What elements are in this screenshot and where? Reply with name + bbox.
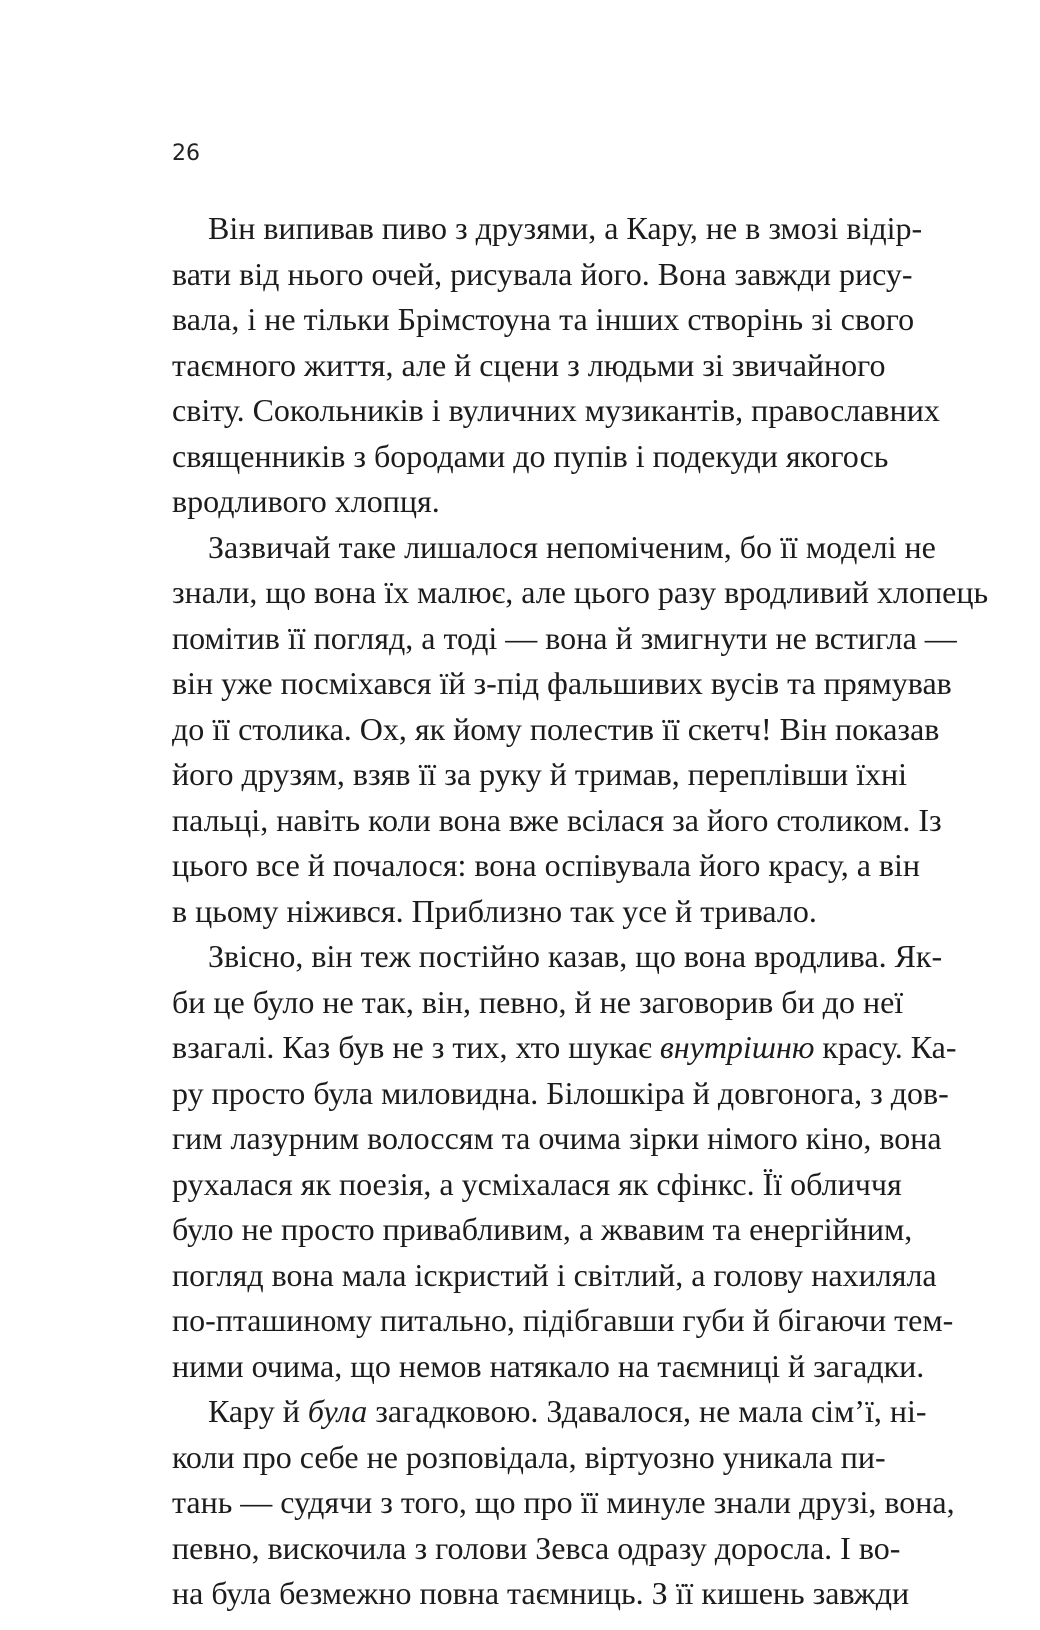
text-line: світу. Сокольників і вуличних музикантів, православних — [172, 392, 940, 428]
text-line: тань — судячи з того, що про її минуле знали друзі, вона, — [172, 1484, 955, 1520]
text-line: вродливого хлопця. — [172, 483, 440, 519]
paragraph-1 — [172, 206, 940, 525]
page-number: 26 — [172, 141, 200, 166]
text-line: гим лазурним волоссям та очима зірки німого кіно, вона — [172, 1120, 942, 1156]
text-line: би це було не так, він, певно, й не заговорив би до неї — [172, 983, 904, 1020]
paragraph-2 — [172, 525, 989, 935]
text-line: його друзям, взяв її за руку й тримав, переплівши їхні — [172, 756, 908, 792]
text-line: таємного життя, але й сцени з людьми зі звичайного — [172, 346, 886, 383]
paragraph-3 — [172, 934, 957, 1389]
body-text — [172, 206, 989, 1617]
text-line: священників з бородами до пупів і подекуди якогось — [172, 437, 889, 474]
text-line: коли про себе не розповідала, віртуозно уникала пи- — [172, 1438, 886, 1475]
text-line: знали, що вона їх малює, але цього разу вродливий хлопець — [172, 574, 989, 610]
text-line: Кару й була загадковою. Здавалося, не мала сім’ї, ні- — [208, 1393, 927, 1429]
emphasis-text: внутрішню — [659, 1029, 815, 1065]
text-line: рухалася як поезія, а усміхалася як сфінкс. Її обличчя — [172, 1165, 902, 1202]
text-line: погляд вона мала іскристий і світлий, а голову нахиляла — [172, 1256, 937, 1293]
text-line: вала, і не тільки Брімстоуна та інших створінь зі свого — [172, 301, 915, 337]
text-line: ними очима, що немов натякало на таємниці й загадки. — [172, 1347, 925, 1384]
text-line: по-пташиному питально, підібгавши губи й бігаючи тем- — [172, 1302, 954, 1338]
text-line: ру просто була миловидна. Білошкіра й довгонога, з дов- — [172, 1074, 949, 1111]
text-line: до її столика. Ох, як йому полестив її скетч! Він показав — [172, 710, 940, 747]
text-line: на була безмежно повна таємниць. З її кишень завжди — [172, 1575, 910, 1611]
text-line: він уже посміхався їй з-під фальшивих вусів та прямував — [172, 665, 952, 701]
text-line: Звісно, він теж постійно казав, що вона вродлива. Як- — [208, 938, 943, 974]
text-line: цього все й почалося: вона оспівувала його красу, а він — [172, 847, 921, 883]
text-line: вати від нього очей, рисувала його. Вона завжди рису- — [172, 255, 913, 292]
text-line: було не просто привабливим, а жвавим та енергійним, — [172, 1211, 913, 1247]
emphasis-text: була — [307, 1393, 368, 1429]
text-line: взагалі. Каз був не з тих, хто шукає внутрішню красу. Ка- — [172, 1029, 957, 1065]
text-line: певно, вискочила з голови Зевса одразу доросла. І во- — [172, 1529, 901, 1566]
paragraph-4 — [172, 1389, 955, 1617]
text-line: Зазвичай таке лишалося непоміченим, бо її моделі не — [208, 528, 936, 565]
text-line: в цьому ніжився. Приблизно так усе й тривало. — [172, 892, 817, 929]
text-line: помітив її погляд, а тоді — вона й змигнути не встигла — — [172, 619, 957, 656]
text-line: пальці, навіть коли вона вже всілася за його столиком. Із — [172, 801, 942, 838]
text-line: Він випивав пиво з друзями, а Кару, не в змозі відір- — [208, 210, 923, 246]
